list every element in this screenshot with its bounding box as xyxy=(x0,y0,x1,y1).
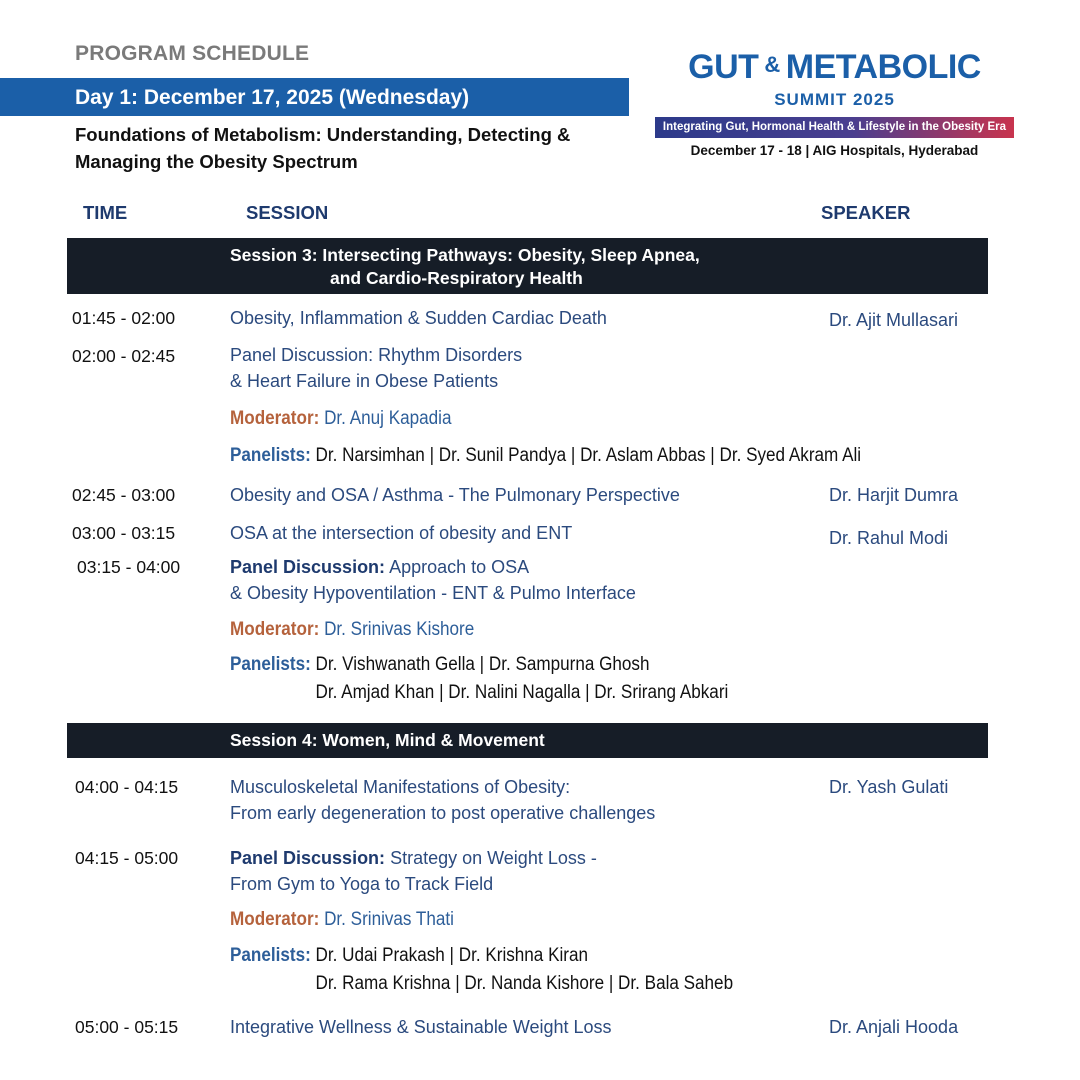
session-3-banner xyxy=(67,238,988,294)
moderator-line xyxy=(230,408,451,430)
logo-ampersand: & xyxy=(764,52,780,77)
panelists-block xyxy=(230,651,728,707)
session-3-title-line-2: and Cardio-Respiratory Health xyxy=(330,268,583,288)
panel-title-line-2: & Obesity Hypoventilation - ENT & Pulmo Interface xyxy=(230,583,636,603)
panel-title xyxy=(230,845,597,897)
panel-discussion-label: Panel Discussion: xyxy=(230,557,386,577)
moderator-name: Dr. Anuj Kapadia xyxy=(324,408,452,429)
talk-title-line-1: Musculoskeletal Manifestations of Obesity: xyxy=(230,777,571,797)
logo-title xyxy=(652,48,1017,90)
panelists-label: Panelists: xyxy=(230,654,311,675)
panel-title-text: Approach to OSA xyxy=(389,557,530,577)
time-slot: 04:15 - 05:00 xyxy=(75,848,179,868)
speaker-name: Dr. Anjali Hooda xyxy=(829,1017,959,1037)
panel-title-text: Strategy on Weight Loss - xyxy=(390,848,597,868)
day-title: Day 1: December 17, 2025 (Wednesday) xyxy=(75,86,470,109)
moderator-name: Dr. Srinivas Thati xyxy=(324,909,454,930)
speaker-name: Dr. Harjit Dumra xyxy=(829,485,959,505)
talk-title: OSA at the intersection of obesity and ENT xyxy=(230,523,573,543)
talk-title: Obesity, Inflammation & Sudden Cardiac Death xyxy=(230,308,607,328)
time-slot: 01:45 - 02:00 xyxy=(72,308,176,328)
panelists-block xyxy=(230,942,733,998)
logo-word-gut: GUT xyxy=(688,48,759,86)
moderator-label: Moderator: xyxy=(230,909,320,930)
panel-title-line-1: Panel Discussion: Rhythm Disorders xyxy=(230,345,523,365)
session-3-title-line-1: Session 3: Intersecting Pathways: Obesity, Sleep Apnea, xyxy=(230,245,700,265)
panelists-label: Panelists: xyxy=(230,945,311,966)
moderator-line xyxy=(230,909,454,931)
panel-title-line-2: From Gym to Yoga to Track Field xyxy=(230,874,494,894)
panel-title-line-1 xyxy=(230,845,597,871)
talk-title-line-2: From early degeneration to post operative challenges xyxy=(230,803,656,823)
time-slot: 04:00 - 04:15 xyxy=(75,777,179,797)
event-date-venue: December 17 - 18 | AIG Hospitals, Hyderabad xyxy=(690,143,979,158)
panelists-line-2 xyxy=(230,679,728,707)
summit-logo xyxy=(652,48,1017,158)
speaker-name: Dr. Yash Gulati xyxy=(829,777,949,797)
time-slot: 02:00 - 02:45 xyxy=(72,346,176,366)
time-slot: 02:45 - 03:00 xyxy=(72,485,176,505)
speaker-name: Dr. Ajit Mullasari xyxy=(829,310,959,330)
panel-title-line-1 xyxy=(230,554,636,580)
theme-line-2: Managing the Obesity Spectrum xyxy=(75,151,358,172)
logo-word-metabolic: METABOLIC xyxy=(785,48,981,86)
panelists-names: Dr. Rama Krishna | Dr. Nanda Kishore | Dr. Bala Saheb xyxy=(315,973,734,994)
session-4-banner xyxy=(67,723,988,758)
panel-discussion-label: Panel Discussion: xyxy=(230,848,386,868)
talk-title xyxy=(230,774,655,826)
moderator-line xyxy=(230,619,474,641)
session-4-title: Session 4: Women, Mind & Movement xyxy=(230,730,545,750)
panelists-line-1 xyxy=(230,651,728,679)
time-slot: 05:00 - 05:15 xyxy=(75,1017,179,1037)
talk-title: Integrative Wellness & Sustainable Weight Loss xyxy=(230,1017,612,1037)
panel-title xyxy=(230,554,636,606)
column-header-time: TIME xyxy=(83,202,128,223)
moderator-name: Dr. Srinivas Kishore xyxy=(324,619,475,640)
talk-title: Obesity and OSA / Asthma - The Pulmonary Perspective xyxy=(230,485,680,505)
logo-tagline: Integrating Gut, Hormonal Health & Lifestyle in the Obesity Era xyxy=(655,117,1014,138)
panel-title-line-2: & Heart Failure in Obese Patients xyxy=(230,371,499,391)
column-header-speaker: SPEAKER xyxy=(821,202,911,223)
time-slot: 03:15 - 04:00 xyxy=(77,557,181,577)
panelists-names: Dr. Udai Prakash | Dr. Krishna Kiran xyxy=(315,945,589,966)
theme-line-1: Foundations of Metabolism: Understanding, Detecting & xyxy=(75,124,571,145)
panelists-label: Panelists: xyxy=(230,445,311,466)
panelists-line-1 xyxy=(230,942,733,970)
panelists-line xyxy=(230,442,861,470)
panelists-names: Dr. Amjad Khan | Dr. Nalini Nagalla | Dr. Srirang Abkari xyxy=(315,682,729,703)
column-header-session: SESSION xyxy=(246,202,329,223)
moderator-label: Moderator: xyxy=(230,619,320,640)
panelists-names: Dr. Narsimhan | Dr. Sunil Pandya | Dr. Aslam Abbas | Dr. Syed Akram Ali xyxy=(315,445,862,466)
panelists-line-2 xyxy=(230,970,733,998)
program-schedule-label: PROGRAM SCHEDULE xyxy=(75,42,310,65)
speaker-name: Dr. Rahul Modi xyxy=(829,528,949,548)
moderator-label: Moderator: xyxy=(230,408,320,429)
time-slot: 03:00 - 03:15 xyxy=(72,523,176,543)
day-theme xyxy=(75,121,635,175)
panel-title xyxy=(230,342,522,394)
logo-subtitle: SUMMIT 2025 xyxy=(774,90,895,109)
panelists-names: Dr. Vishwanath Gella | Dr. Sampurna Ghosh xyxy=(315,654,650,675)
